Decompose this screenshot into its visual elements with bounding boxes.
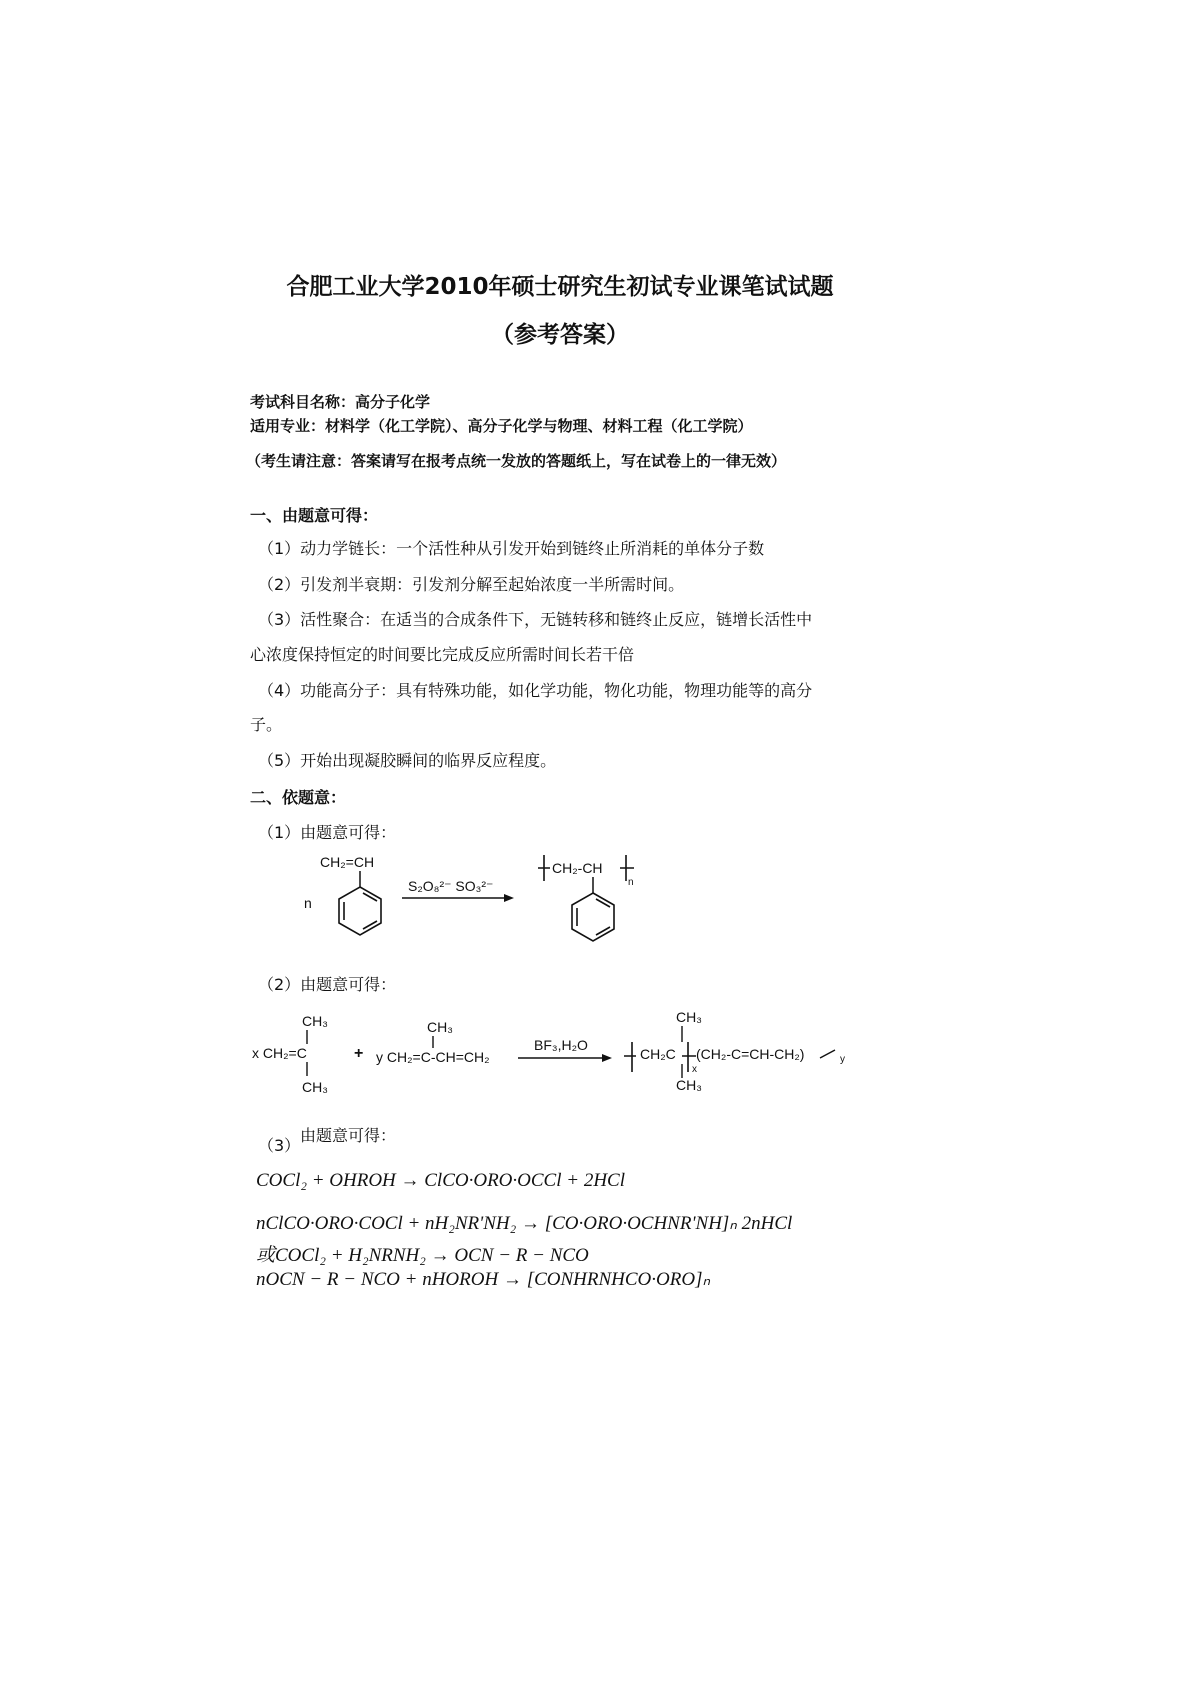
answer-line: 子。: [250, 715, 283, 734]
r2-sub-y: y: [840, 1054, 845, 1065]
subject: 考试科目名称：高分子化学: [250, 393, 431, 411]
answer-line: （4）功能高分子：具有特殊功能，如化学功能，物化功能，物理功能等的高分: [258, 681, 813, 700]
r2-reagents: BF₃,H₂O: [534, 1037, 588, 1053]
r2-y-monomer: y CH₂=C-CH=CH₂: [376, 1049, 490, 1065]
page-title: 合肥工业大学2010年硕士研究生初试专业课笔试试题: [286, 274, 834, 300]
notice: （考生请注意：答案请写在报考点统一发放的答题纸上，写在试卷上的一律无效）: [246, 452, 787, 470]
equation: 或COCl₂ + H₂NRNH₂ → OCN − R − NCO: [256, 1245, 589, 1266]
answer-line: 心浓度保持恒定的时间要比完成反应所需时间长若干倍: [250, 645, 635, 664]
r2-ch3-bottom-polymer: CH₃: [676, 1077, 702, 1093]
section1-heading: 一、由题意可得：: [250, 506, 379, 525]
r1-n: n: [304, 895, 312, 911]
r2-x-monomer: x CH₂=C: [252, 1045, 307, 1061]
equation: nOCN − R − NCO + nHOROH → [CONHRNHCO·ORO]ₙ: [256, 1269, 711, 1290]
benzene-ring-icon: [572, 893, 614, 941]
equation: COCl₂ + OHROH → ClCO·ORO·OCCl + 2HCl: [256, 1170, 625, 1191]
r2-plus: +: [354, 1045, 364, 1062]
r1-subscript: n: [628, 877, 634, 888]
r2-ch3-diene: CH₃: [427, 1019, 453, 1035]
answer-line: （5）开始出现凝胶瞬间的临界反应程度。: [258, 751, 557, 770]
r2-ch3-top: CH₃: [302, 1013, 328, 1029]
answer-line: （2）引发剂半衰期：引发剂分解至起始浓度一半所需时间。: [258, 575, 685, 594]
q3-number: （3）: [258, 1136, 301, 1155]
r2-ch3-bottom: CH₃: [302, 1079, 328, 1095]
reaction-2-diagram: [250, 1008, 870, 1098]
r2-unit1: CH₂C: [640, 1046, 676, 1062]
majors: 适用专业：材料学（化工学院）、高分子化学与物理、材料工程（化工学院）: [250, 417, 753, 435]
r2-ch3-top-polymer: CH₃: [676, 1009, 702, 1025]
equation: nClCO·ORO·COCl + nH₂NR'NH₂ → [CO·ORO·OCHNR'NH]ₙ 2nHCl: [256, 1213, 793, 1234]
q2-label: （2）由题意可得：: [258, 975, 397, 994]
q1-label: （1）由题意可得：: [258, 823, 397, 842]
reaction-1-diagram: [290, 845, 670, 955]
r1-reagents: S₂O₈²⁻ SO₃²⁻: [408, 878, 494, 894]
answer-line: （3）活性聚合：在适当的合成条件下，无链转移和链终止反应，链增长活性中: [258, 610, 813, 629]
benzene-ring-icon: [339, 887, 381, 935]
page-subtitle: （参考答案）: [491, 322, 629, 348]
r2-unit2: (CH₂-C=CH-CH₂): [696, 1046, 805, 1062]
r1-monomer: CH₂=CH: [320, 854, 375, 870]
section2-heading: 二、依题意：: [250, 788, 347, 807]
q3-label: 由题意可得：: [300, 1126, 397, 1145]
r2-sub-x: x: [692, 1064, 697, 1075]
r1-polymer: CH₂-CH: [552, 860, 603, 876]
answer-line: （1）动力学链长：一个活性种从引发开始到链终止所消耗的单体分子数: [258, 539, 765, 558]
